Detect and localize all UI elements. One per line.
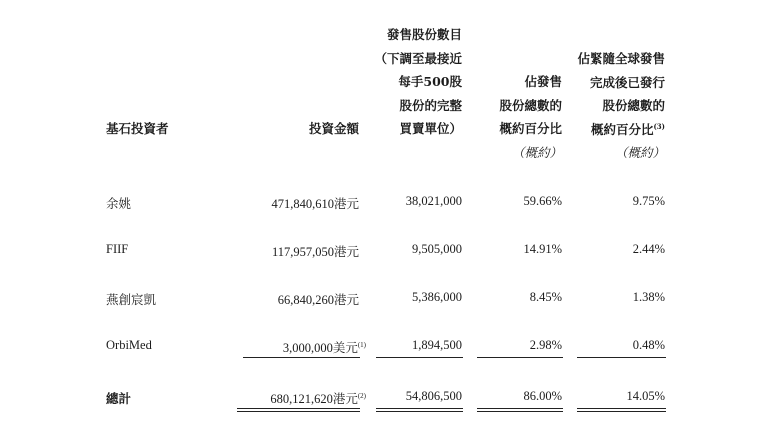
- investment-amount: 471,840,610港元: [271, 197, 359, 211]
- header-amount: 投資金額: [308, 121, 359, 136]
- investor-name: 余姚: [106, 197, 132, 211]
- total-pct-total: 14.05%: [626, 389, 665, 403]
- total-double-rule: [376, 408, 463, 409]
- total-pct-offer: 86.00%: [523, 389, 562, 403]
- subtotal-rule: [243, 357, 360, 358]
- header-shares: 發售股份數目 （下調至最接近 每手500股 股份的完整 買賣單位）: [374, 27, 462, 136]
- offer-shares: 1,894,500: [412, 338, 462, 352]
- total-amount: 680,121,620港元$^{(2)}$: [270, 391, 366, 406]
- total-label: 總計: [106, 391, 132, 406]
- footnote-ref: (1): [357, 340, 366, 349]
- pct-total: 1.38%: [632, 290, 665, 304]
- pct-total: 9.75%: [632, 194, 665, 208]
- offer-shares: 38,021,000: [405, 194, 462, 208]
- investment-amount: 3,000,000美元$^{(1)}$: [282, 340, 366, 355]
- total-double-rule: [477, 411, 563, 412]
- total-double-rule: [577, 408, 666, 409]
- total-double-rule: [477, 408, 563, 409]
- total-double-rule: [237, 411, 360, 412]
- pct-total: 2.44%: [632, 242, 665, 256]
- total-double-rule: [376, 411, 463, 412]
- header-pct-total: 佔緊隨全球發售 完成後已發行 股份總數的 概約百分比$^{(3)}$ （概約）: [577, 51, 665, 160]
- footnote-ref: (2): [357, 391, 366, 400]
- total-shares: 54,806,500: [405, 389, 462, 403]
- investor-name: OrbiMed: [106, 338, 152, 352]
- total-double-rule: [577, 411, 666, 412]
- offer-shares: 5,386,000: [412, 290, 462, 304]
- header-pct-offer: 佔發售 股份總數的 概約百分比 （概約）: [499, 74, 562, 160]
- header-investor: 基石投資者: [106, 121, 169, 136]
- pct-offer: 2.98%: [529, 338, 562, 352]
- investment-amount: 117,957,050港元: [271, 245, 359, 259]
- pct-offer: 59.66%: [523, 194, 562, 208]
- investor-name: FIIF: [106, 242, 129, 256]
- total-double-rule: [237, 408, 360, 409]
- pct-offer: 14.91%: [523, 242, 562, 256]
- subtotal-rule: [477, 357, 563, 358]
- pct-offer: 8.45%: [529, 290, 562, 304]
- pct-total: 0.48%: [632, 338, 665, 352]
- subtotal-rule: [577, 357, 666, 358]
- investor-name: 燕創宸凱: [106, 293, 157, 307]
- subtotal-rule: [376, 357, 463, 358]
- offer-shares: 9,505,000: [412, 242, 462, 256]
- investment-amount: 66,840,260港元: [277, 293, 359, 307]
- footnote-ref: (3): [653, 121, 665, 131]
